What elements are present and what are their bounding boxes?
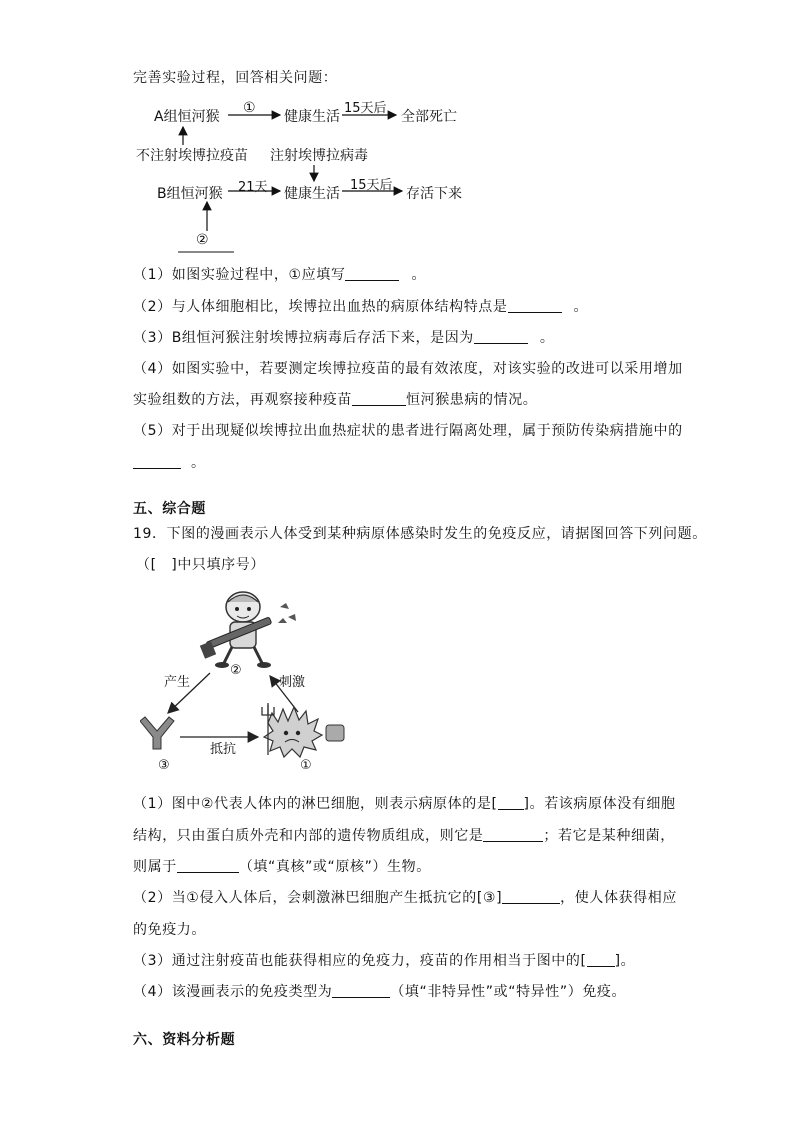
days-21-label: 21天 [238,180,268,195]
inject-virus-label: 注射埃博拉病毒 [270,148,368,164]
group-b-label: B组恒河猴 [157,186,223,202]
q19-part2-line1: （2）当①侵入人体后，会刺激淋巴细胞产生抵抗它的[③] ，使人体获得相应 [133,890,677,906]
answer-blank[interactable] [587,952,615,967]
q18-part5-line1: （5）对于出现疑似埃博拉出血热症状的患者进行隔离处理，属于预防传染病措施中的 [133,423,683,439]
answer-blank[interactable] [474,329,528,344]
answer-blank[interactable] [502,889,560,904]
label-num1: ① [300,758,312,773]
q18-part2: （2）与人体细胞相比，埃博拉出血热的病原体结构特点是 。 [133,299,589,315]
all-dead-label: 全部死亡 [401,109,457,125]
label-produce: 产生 [164,675,191,690]
pathogen-icon [262,703,344,757]
answer-blank[interactable] [508,298,562,313]
answer-blank[interactable] [332,983,390,998]
label-num3: ③ [158,758,170,773]
days-15-a: 15天后 [344,101,387,116]
answer-blank[interactable] [483,827,543,842]
q19-part4: （4）该漫画表示的免疫类型为 （填“非特异性”或“特异性”）免疫。 [133,984,627,1000]
q19-part3: （3）通过注射疫苗也能获得相应的免疫力，疫苗的作用相当于图中的[ ]。 [133,953,636,969]
answer-blank[interactable] [177,858,239,873]
antibody-icon [140,717,174,749]
answer-blank[interactable] [352,391,406,406]
section-5-heading: 五、综合题 [133,501,206,517]
q18-part4-line1: （4）如图实验中，若要测定埃博拉疫苗的最有效浓度，对该实验的改进可以采用增加 [133,361,683,377]
healthy-life-a: 健康生活 [284,109,340,125]
q19-part1-line3: 则属于 （填“真核”或“原核”）生物。 [133,859,431,875]
q19-stem: 19．下图的漫画表示人体受到某种病原体感染时发生的免疫反应，请据图回答下列问题。 [133,526,707,542]
q19-part2-line2: 的免疫力。 [133,922,206,938]
answer-blank[interactable] [133,454,181,469]
answer-blank[interactable] [345,266,399,281]
intro-text: 完善实验过程，回答相关问题： [133,70,338,86]
lymphocyte-soldier-icon [200,592,296,668]
no-vaccine-label: 不注射埃博拉疫苗 [136,148,248,164]
q18-part1: （1）如图实验过程中，①应填写 。 [133,267,427,283]
group-a-label: A组恒河猴 [154,109,220,125]
q19-part1-line2: 结构，只由蛋白质外壳和内部的遗传物质组成，则它是 ；若它是某种细菌， [133,828,675,844]
healthy-life-b: 健康生活 [284,186,340,202]
q19-part1-line1: （1）图中②代表人体内的淋巴细胞，则表示病原体的是[ ]。若该病原体没有细胞 [133,796,676,812]
survive-label: 存活下来 [406,186,462,202]
step-2-circle: ② [196,232,209,248]
answer-blank[interactable] [498,795,524,810]
label-resist: 抵抗 [210,742,237,757]
q18-part4-line2: 实验组数的方法，再观察接种疫苗 恒河猴患病的情况。 [133,392,538,408]
q18-part5-line2: 。 [133,453,206,473]
step-1-circle: ① [243,100,256,116]
q19-note: （[ ]中只填序号） [136,557,265,573]
label-stimulate: 刺激 [279,675,306,690]
q18-part3: （3）B组恒河猴注射埃博拉病毒后存活下来，是因为 。 [133,330,555,346]
section-6-heading: 六、资料分析题 [133,1032,236,1048]
days-15-b: 15天后 [350,178,393,193]
label-num2: ② [230,663,242,678]
